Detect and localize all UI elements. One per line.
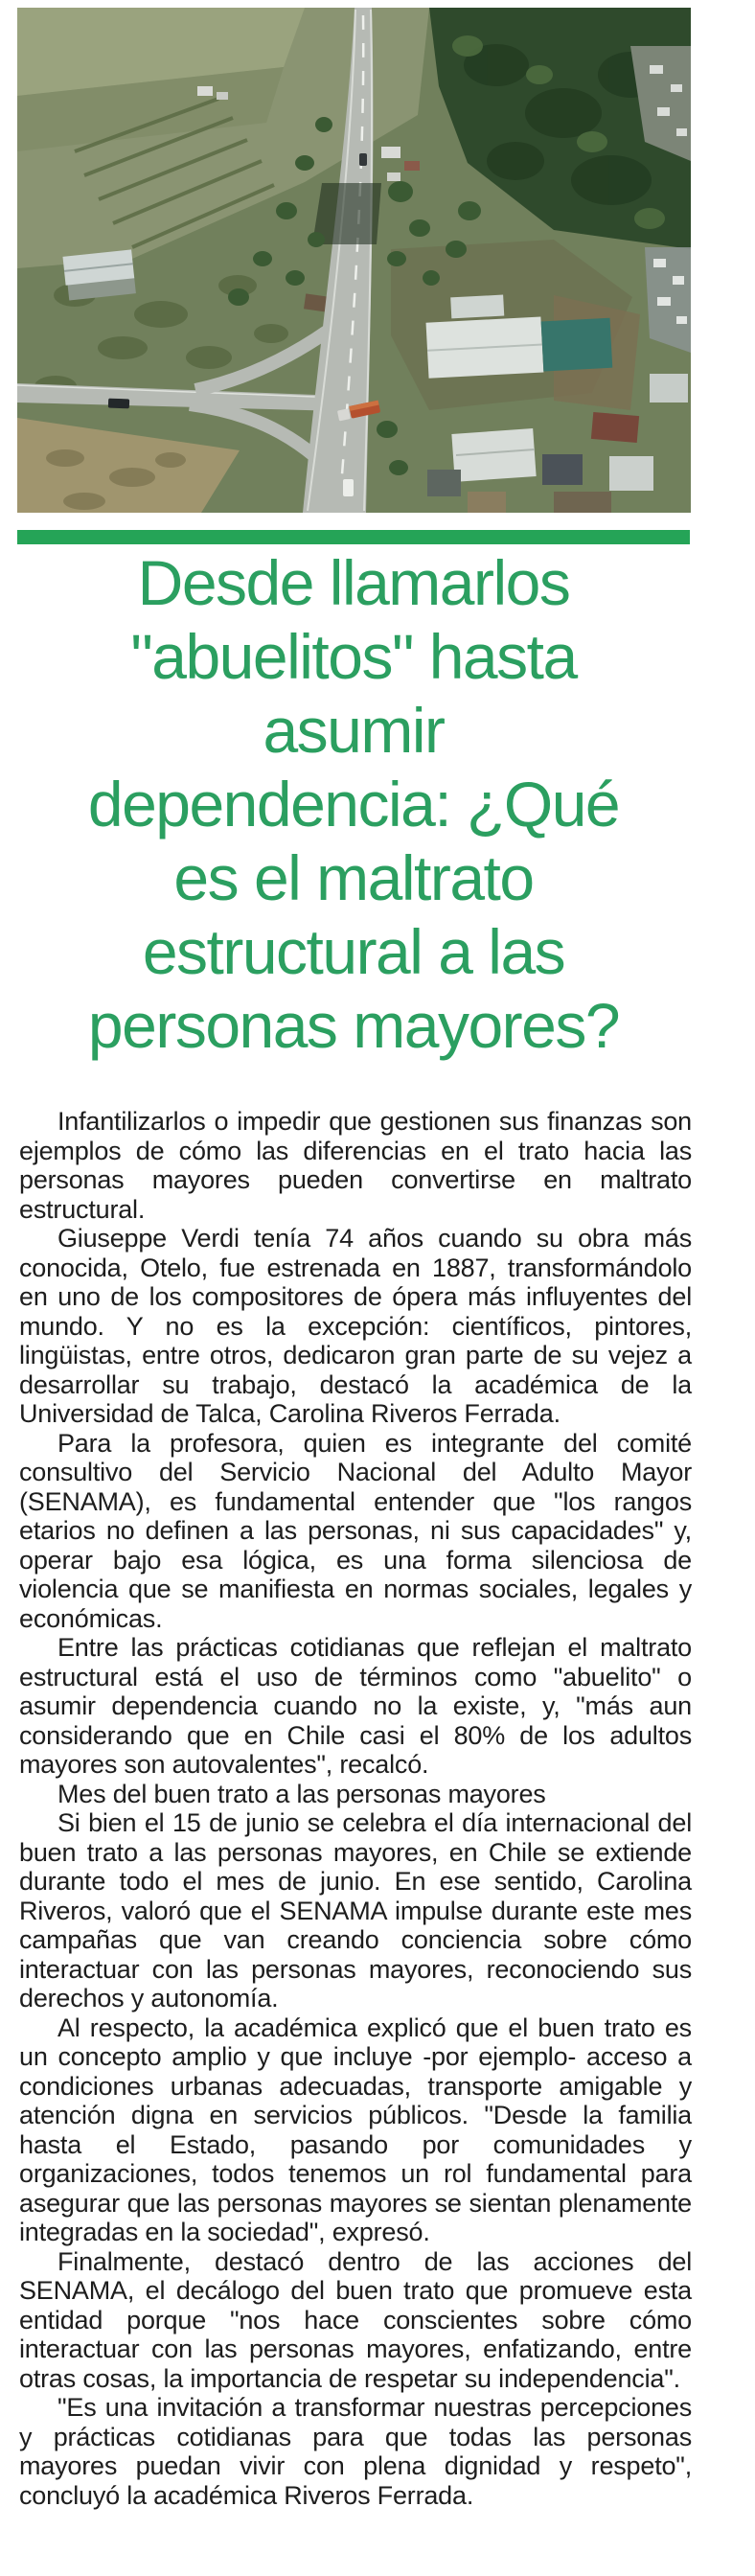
article-paragraph: Para la profesora, quien es integrante del comité consultivo del Servicio Nacional del Adulto Mayor (SENAMA), es fundamental entender que "los rangos etarios no definen a las personas, ni sus capacidades" y, operar bajo esa lógica, es una forma silenciosa de violencia que se manifiesta en normas sociales, legales y económicas.	[19, 1428, 692, 1633]
article-paragraph: Al respecto, la académica explicó que el buen trato es un concepto amplio y que incluye -por ejemplo- acceso a condiciones urbanas adecuadas, transporte amigable y atención digna en servicios públicos. "Desde la familia hasta el Estado, pasando por comunidades y organizaciones, todos tenemos un rol fundamental para asegurar que las personas mayores se sientan plenamente integradas en la sociedad", expresó.	[19, 2012, 692, 2246]
headline-line: dependencia: ¿Qué	[87, 769, 620, 840]
article-paragraph: Finalmente, destacó dentro de las acciones del SENAMA, el decálogo del buen trato que promueve esta entidad porque "nos hace conscientes sobre cómo interactuar con las personas mayores, enfatizando, entre otras cosas, la importancia de respetar su independencia".	[19, 2246, 692, 2393]
article-body	[19, 1107, 692, 2510]
article-paragraph: Giuseppe Verdi tenía 74 años cuando su obra más conocida, Otelo, fue estrenada en 1887, transformándolo en uno de los compositores de ópera más influyentes del mundo. Y no es la excepción: científicos, pintores, lingüistas, entre otros, dedicaron gran parte de su vejez a desarrollar su trabajo, destacó la académica de la Universidad de Talca, Carolina Riveros Ferrada.	[19, 1224, 692, 1428]
car-small	[359, 153, 367, 166]
headline-line: estructural a las	[142, 916, 565, 987]
headline-line: es el maltrato	[173, 842, 534, 913]
article-subheading: Mes del buen trato a las personas mayores	[57, 1779, 546, 1808]
article-paragraph: Entre las prácticas cotidianas que reflejan el maltrato estructural está el uso de términos como "abuelito" o asumir dependencia cuando no la existe, y, "más aun considerando que en Chile casi el 80% de los adultos mayores son autovalentes", recalcó.	[19, 1633, 692, 1779]
aerial-photo	[17, 8, 691, 513]
headline-line: personas mayores?	[87, 990, 620, 1061]
headline-line: "abuelitos" hasta	[130, 621, 577, 692]
shed	[62, 249, 135, 300]
green-divider-bar	[17, 530, 690, 544]
aerial-photo-illustration	[17, 8, 691, 513]
car-dark	[108, 399, 129, 409]
headline-line: Desde llamarlos	[137, 547, 570, 618]
car-white	[343, 479, 354, 496]
article-paragraph: "Es una invitación a transformar nuestras percepciones y prácticas cotidianas para que todas las personas mayores puedan vivir con plena dignidad y respeto", concluyó la académica Riveros Ferrada.	[19, 2393, 692, 2510]
article-paragraph: Infantilizarlos o impedir que gestionen sus finanzas son ejemplos de cómo las diferencias en el trato hacia las personas mayores pueden convertirse en maltrato estructural.	[19, 1107, 692, 1224]
article-paragraph: Si bien el 15 de junio se celebra el día internacional del buen trato a las personas mayores, en Chile se extiende durante todo el mes de junio. En ese sentido, Carolina Riveros, valoró que el SENAMA impulse durante este mes campañas que van creando conciencia sobre cómo interactuar con las personas mayores, reconociendo sus derechos y autonomía.	[19, 1808, 692, 2012]
headline-line: asumir	[263, 695, 445, 766]
headline	[17, 546, 690, 1063]
